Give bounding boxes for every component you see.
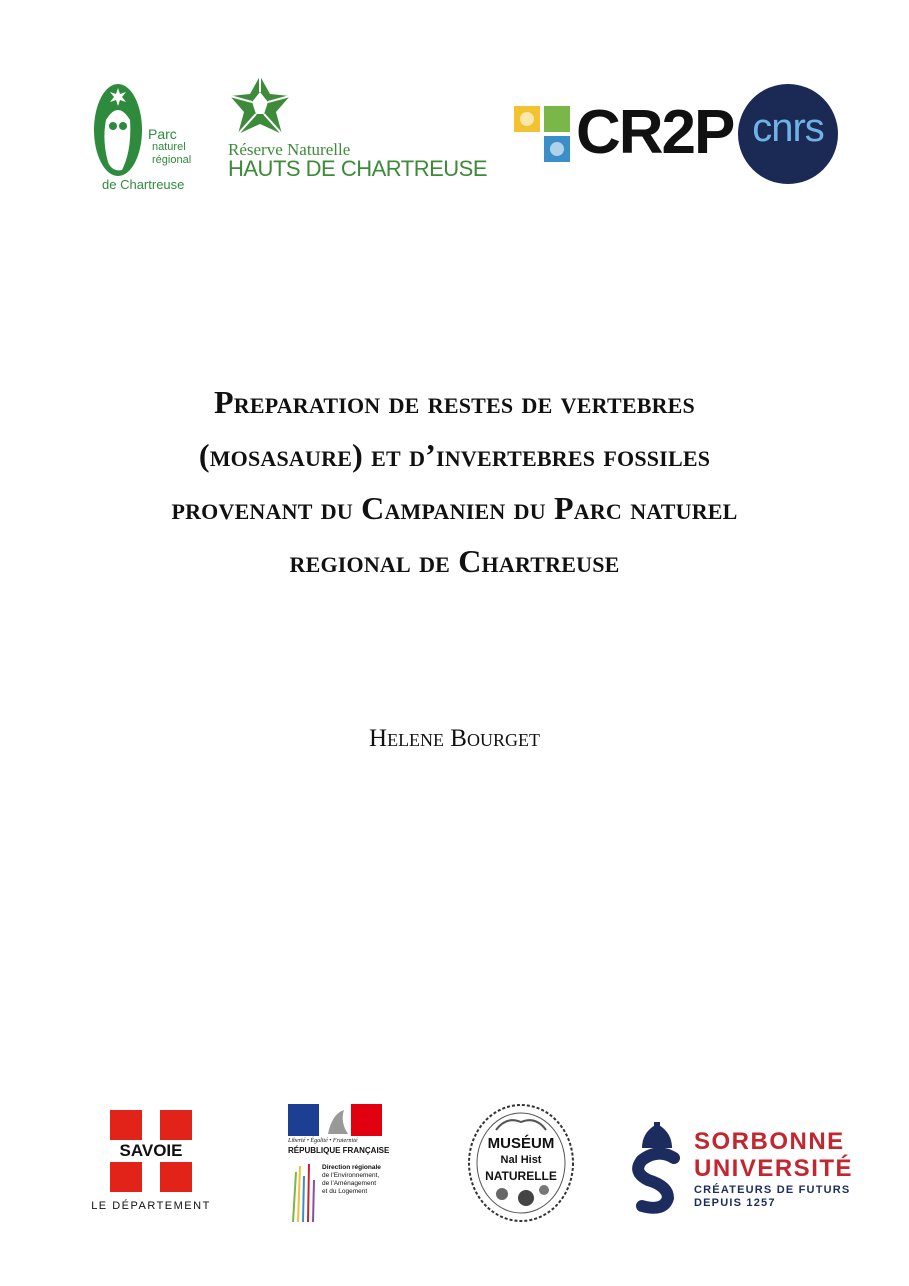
parc-chartreuse-logo (92, 70, 192, 195)
reserve-emblem-icon (228, 74, 292, 144)
marianne-flag-icon (288, 1104, 382, 1136)
parc-logo-line2: naturel (152, 141, 186, 153)
sorbonne-emblem-icon (628, 1122, 686, 1218)
sorbonne-logo (628, 1122, 858, 1218)
parc-logo-line3: régional (152, 154, 192, 166)
savoie-logo (66, 1088, 236, 1234)
parc-logo-line4: de Chartreuse (102, 177, 185, 192)
cnrs-logo (738, 84, 838, 184)
dreal-line3: de l'Aménagement (322, 1180, 376, 1187)
dreal-lines-icon (290, 1162, 320, 1222)
dreal-logo (286, 1104, 390, 1224)
document-title (40, 376, 869, 588)
author-name: Helene Bourget (369, 725, 540, 752)
sorbonne-line1: SORBONNE (694, 1128, 845, 1155)
savoie-logo-name: SAVOIE (110, 1140, 192, 1162)
dreal-line2: de l'Environnement, (322, 1172, 380, 1179)
cnrs-logo-text: cnrs (752, 106, 824, 150)
mnhn-line1: MUSÉUM (487, 1135, 555, 1152)
title-line-4: regional de Chartreuse (289, 543, 620, 579)
parc-logo-line1: Parc (148, 126, 177, 142)
reserve-naturelle-logo (226, 74, 496, 184)
title-line-1: Preparation de restes de vertebres (214, 384, 695, 420)
dreal-motto: Liberté • Égalité • Fraternité (288, 1138, 358, 1144)
cr2p-tiles-icon (512, 104, 574, 166)
sorbonne-line3: CRÉATEURS DE FUTURS (694, 1184, 851, 1196)
cr2p-logo (512, 98, 734, 170)
cr2p-logo-text: CR2P (576, 98, 734, 167)
mnhn-line2: Nal Hist (500, 1154, 542, 1166)
title-line-2: (mosasaure) et d’invertebres fossiles (198, 437, 711, 473)
reserve-logo-line2: HAUTS DE CHARTREUSE (228, 156, 488, 181)
dreal-republic: RÉPUBLIQUE FRANÇAISE (288, 1146, 390, 1155)
mnhn-logo (466, 1102, 576, 1224)
mnhn-line3: NATURELLE (485, 1169, 557, 1183)
dreal-line1: Direction régionale (322, 1164, 381, 1171)
savoie-logo-caption: LE DÉPARTEMENT (91, 1200, 211, 1212)
title-line-3: provenant du Campanien du Parc naturel (171, 490, 738, 526)
sorbonne-line2: UNIVERSITÉ (694, 1155, 854, 1182)
dreal-line4: et du Logement (322, 1188, 368, 1195)
sorbonne-line4: DEPUIS 1257 (694, 1197, 776, 1209)
reserve-logo-line1: Réserve Naturelle (228, 140, 351, 159)
